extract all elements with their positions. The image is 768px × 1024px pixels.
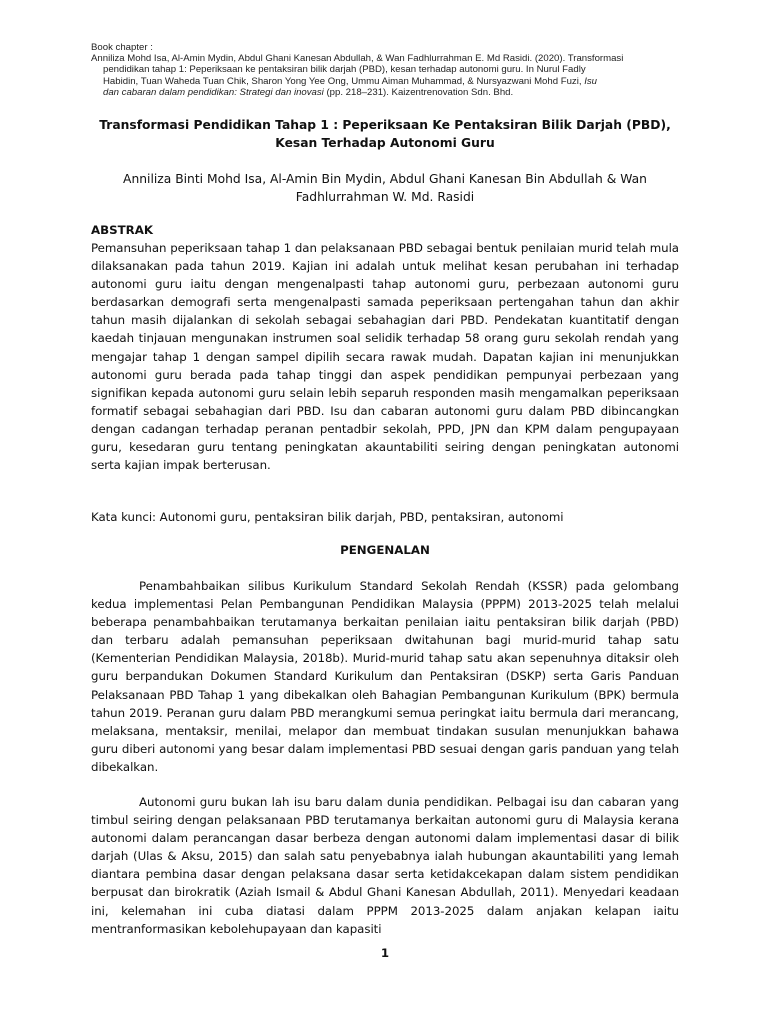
citation-book-title: dan cabaran dalam pendidikan: Strategi dan inovasi <box>103 86 324 98</box>
citation-line-2: pendidikan tahap 1: Peperiksaan ke pentaksiran bilik darjah (PBD), kesan terhadap autonomi guru. In Nurul Fadly <box>103 64 586 76</box>
paper-title: Transformasi Pendidikan Tahap 1 : Peperiksaan Ke Pentaksiran Bilik Darjah (PBD), Kesan Terhadap Autonomi Guru <box>99 118 671 150</box>
keywords: Kata kunci: Autonomi guru, pentaksiran bilik darjah, PBD, pentaksiran, autonomi <box>91 510 564 524</box>
introduction-heading: PENGENALAN <box>340 543 430 557</box>
page-number: 1 <box>380 946 390 960</box>
author-list: Anniliza Binti Mohd Isa, Al-Amin Bin Mydin, Abdul Ghani Kanesan Bin Abdullah & Wan Fadhlurrahman W. Md. Rasidi <box>123 172 647 204</box>
citation-line-1: Anniliza Mohd Isa, Al-Amin Mydin, Abdul Ghani Kanesan Abdullah, & Wan Fadhlurrahman E. Md Rasidi. (2020). Transformasi <box>91 53 624 65</box>
citation-line-3-text: Habidin, Tuan Waheda Tuan Chik, Sharon Yong Yee Ong, Ummu Aiman Muhammad, & Nursyazwani Mohd Fuzi, <box>103 75 582 87</box>
citation-line-4 <box>91 87 679 98</box>
abstract-heading: ABSTRAK <box>91 223 154 237</box>
citation-reference <box>91 53 679 98</box>
citation-line-3 <box>91 76 679 87</box>
introduction-paragraph-1: Penambahbaikan silibus Kurikulum Standard Sekolah Rendah (KSSR) pada gelombang kedua implementasi Pelan Pembangunan Pendidikan Malaysia (PPPM) 2013-2025 telah melalui beberapa penambahbaikan terutamanya berkaitan penilaian iaitu pentaksiran bilik darjah (PBD) dan terbaru adalah pemansuhan peperiksaan dwitahunan bagi murid-murid tahap satu (Kementerian Pendidikan Malaysia, 2018b). Murid-murid tahap satu akan sepenuhnya ditaksir oleh guru berpandukan Dokumen Standard Kurikulum dan Pentaksiran (DSKP) serta Garis Panduan Pelaksanaan PBD Tahap 1 yang dibekalkan oleh Bahagian Pembangunan Kurikulum (BPK) bermula tahun 2019. Peranan guru dalam PBD merangkumi semua peringkat iaitu bermula dari merancang, melaksana, mentaksir, menilai, melapor dan membuat tindakan susulan menunjukkan bahawa guru diberi autonomi yang besar dalam implementasi PBD sesuai dengan garis panduan yang telah dibekalkan. <box>91 579 679 774</box>
citation-line-4-text: (pp. 218–231). Kaizentrenovation Sdn. Bhd. <box>326 86 514 98</box>
citation-block <box>91 42 679 98</box>
citation-label: Book chapter : <box>91 42 153 53</box>
introduction-paragraph-2: Autonomi guru bukan lah isu baru dalam dunia pendidikan. Pelbagai isu dan cabaran yang timbul seiring dengan pelaksanaan PBD terutamanya berkaitan autonomi guru di Malaysia kerana autonomi dalam perancangan dasar berbeza dengan autonomi dalam implementasi dasar di bilik darjah (Ulas & Aksu, 2015) dan salah satu penyebabnya ialah hubungan akauntabiliti yang lemah diantara pembina dasar dengan pelaksana dasar serta ketidakcekapan dalam sistem pendidikan berpusat dan birokratik (Aziah Ismail & Abdul Ghani Kanesan Abdullah, 2011). Menyedari keadaan ini, kelemahan ini cuba diatasi dalam PPPM 2013-2025 dalam anjakan kelapan iaitu mentranformasikan kebolehupayaan dan kapasiti <box>91 795 679 936</box>
abstract-text: Pemansuhan peperiksaan tahap 1 dan pelaksanaan PBD sebagai bentuk penilaian murid telah mula dilaksanakan pada tahun 2019. Kajian ini adalah untuk melihat kesan perubahan ini terhadap autonomi guru iaitu dengan mengenalpasti tahap autonomi guru, perbezaan autonomi guru berdasarkan demografi serta mengenalpasti samada peperiksaan pertengahan tahun dan akhir tahun masih dijalankan di sekolah sebagai sebahagian dari PBD. Pendekatan kuantitatif dengan kaedah tinjauan mengunakan instrumen soal selidik terhadap 58 orang guru sekolah rendah yang mengajar tahap 1 dengan sampel dipilih secara rawak mudah. Dapatan kajian ini menunjukkan autonomi guru berada pada tahap tinggi dan aspek pendidikan pempunyai perbezaan yang signifikan kepada autonomi guru selain lebih separuh responden masih mengamalkan peperiksaan formatif sebagai sebahagian dari PBD. Isu dan cabaran autonomi guru dalam PBD dibincangkan dengan cadangan terhadap peranan pentadbir sekolah, PPD, JPN dan KPM dalam pengupayaan guru, kesedaran guru tentang peningkatan akauntabiliti seiring dengan peningkatan autonomi serta kajian impak berterusan. <box>91 241 679 473</box>
citation-line-3-italic: Isu <box>584 75 598 87</box>
